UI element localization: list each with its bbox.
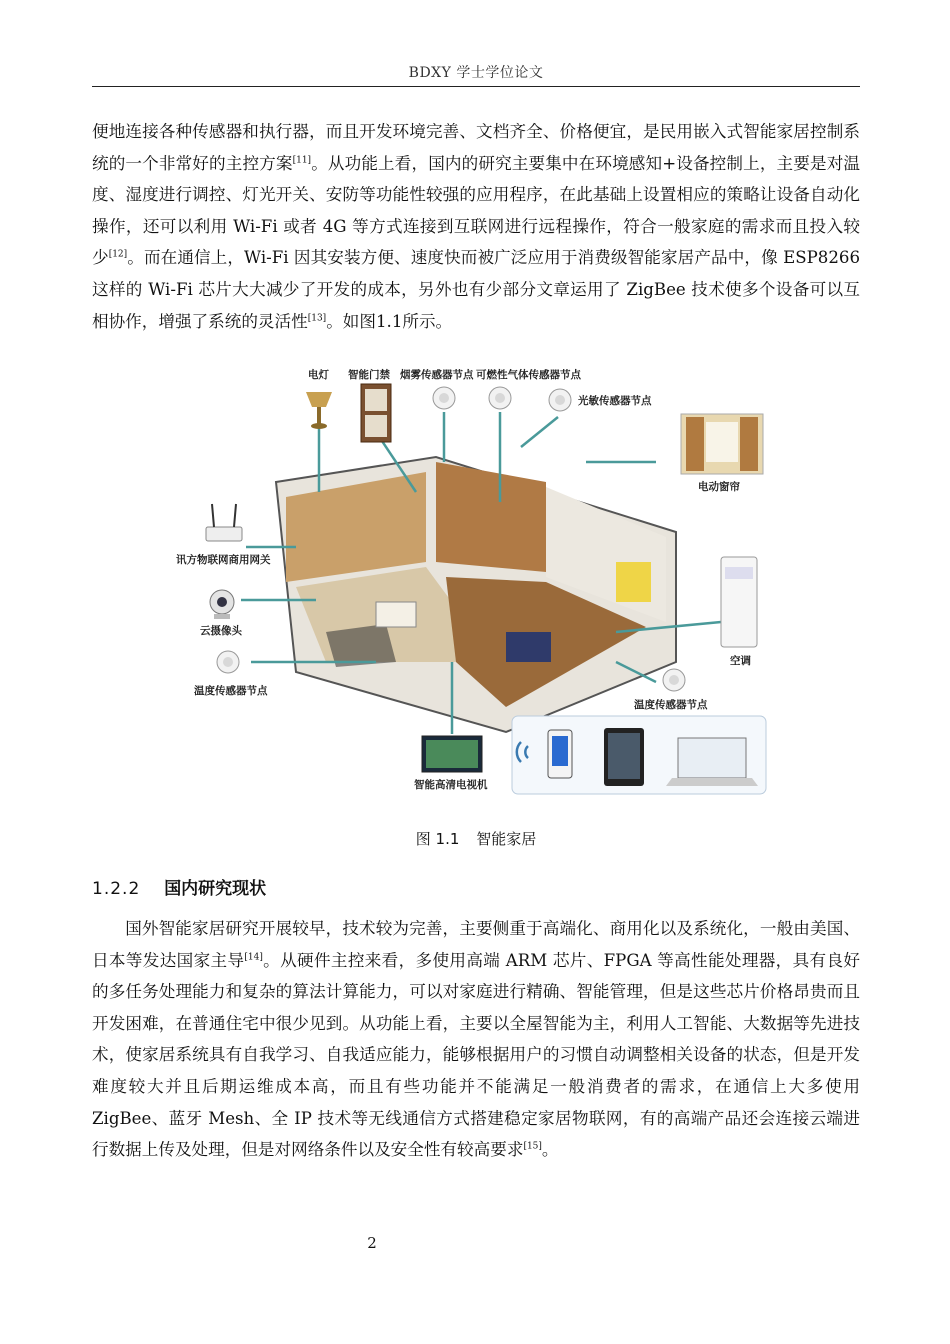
citation-ref: [15]: [523, 1141, 542, 1152]
bed: [506, 632, 551, 662]
temp-sensor-left-icon: [217, 651, 239, 673]
label-camera: 云摄像头: [200, 625, 242, 637]
citation-ref: [11]: [292, 155, 312, 166]
text-run: 国外智能家居研究开展较早，技术较为完善，主要侧重于高端化、商用化以及系统化，一般由美国、日本等发达国家主导: [92, 919, 860, 970]
smoke-sensor-icon: [433, 387, 455, 409]
text-run: 。从功能上看，国内的研究主要集中在环境感知+设备控制上，主要是对温度、湿度进行调控、灯光开关、安防等功能性较强的应用程序，在此基础上设置相应的策略让设备自动化操作，还可以利用 Wi-Fi 或者 4G 等方式连接到互联网进行远程操作，符合一般家庭的需求而且投入较少: [92, 153, 861, 268]
text-run: 。而在通信上，Wi-Fi 因其安装方便、速度快而被广泛应用于消费级智能家居产品中，像 ESP8266 这样的 Wi-Fi 芯片大大减少了开发的成本，另外也有少部分文章运用了 ZigBee 技术使多个设备可以互相协作，增强了系统的灵活性: [92, 248, 861, 331]
text-run: 。如图1.1所示。: [326, 311, 453, 331]
label-light-sensor: 光敏传感器节点: [578, 395, 652, 407]
citation-ref: [13]: [307, 313, 327, 324]
label-temp-left: 温度传感器节点: [194, 685, 268, 697]
light-sensor-icon: [549, 389, 571, 411]
header-rule: [92, 86, 860, 87]
lamp-icon: [306, 392, 332, 429]
citation-ref: [14]: [244, 952, 263, 963]
text-run: 。从硬件主控来看，多使用高端 ARM 芯片、FPGA 等高性能处理器，具有良好的多任务处理能力和复杂的算法计算能力，可以对家庭进行精确、智能管理，但是这些芯片价格昂贵而且开发困难，在普通住宅中很少见到。从功能上看，主要以全屋智能为主，利用人工智能、大数据等先进技术，使家居系统具有自我学习、自我适应能力，能够根据用户的习惯自动调整相关设备的状态，但是开发难度较大并且后期运维成本高，而且有些功能并不能满足一般消费者的需求，在通信上大多使用 ZigBee、蓝牙 Mesh、全 IP 技术等无线通信方式搭建稳定家居物联网，有的高端产品还会连接云端进行数据上传及处理，但是对网络条件以及安全性有较高要求: [92, 950, 860, 1160]
label-curtain: 电动窗帘: [698, 481, 740, 493]
ac-icon: [721, 557, 757, 647]
room-kitchen: [436, 462, 546, 572]
mobile-devices-panel: [512, 716, 766, 794]
camera-icon: [210, 590, 234, 619]
label-gas: 可燃性气体传感器节点: [476, 369, 581, 381]
label-ac: 空调: [730, 655, 751, 667]
sofa: [376, 602, 416, 627]
text-run: 。: [541, 1140, 559, 1160]
label-temp-right: 温度传感器节点: [634, 699, 708, 711]
label-tv: 智能高清电视机: [414, 779, 488, 791]
label-gateway: 讯方物联网商用网关: [176, 554, 271, 566]
label-door: 智能门禁: [348, 369, 390, 381]
body-paragraph-1: [92, 116, 860, 337]
text-run: 便地连接各种传感器和执行器，而且开发环境完善、文档齐全、价格便宜，是民用嵌入式智能家居控制系统的一个非常好的主控方案: [92, 122, 860, 173]
tv-icon: [422, 736, 482, 772]
curtain-icon: [681, 414, 763, 474]
section-heading: [92, 874, 266, 899]
citation-ref: [12]: [108, 249, 128, 260]
smart-home-figure: [176, 362, 776, 796]
caption-number: 图 1.1: [415, 830, 460, 848]
yellow-panel: [616, 562, 651, 602]
section-title: 国内研究现状: [164, 879, 267, 899]
label-smoke: 烟雾传感器节点: [400, 369, 474, 381]
figure-caption: [92, 828, 860, 849]
smart-home-illustration: [176, 362, 776, 796]
door-icon: [361, 384, 391, 442]
body-paragraph-2: [92, 913, 860, 1166]
page-number: 2: [367, 1234, 377, 1252]
gas-sensor-icon: [489, 387, 511, 409]
temp-sensor-right-icon: [663, 669, 685, 691]
section-number: 1.2.2: [92, 879, 141, 899]
label-lamp: 电灯: [308, 369, 329, 381]
gateway-icon: [206, 504, 242, 541]
running-header: BDXY 学士学位论文: [408, 65, 544, 81]
caption-title: 智能家居: [476, 830, 537, 848]
laptop-icon: [678, 738, 746, 778]
